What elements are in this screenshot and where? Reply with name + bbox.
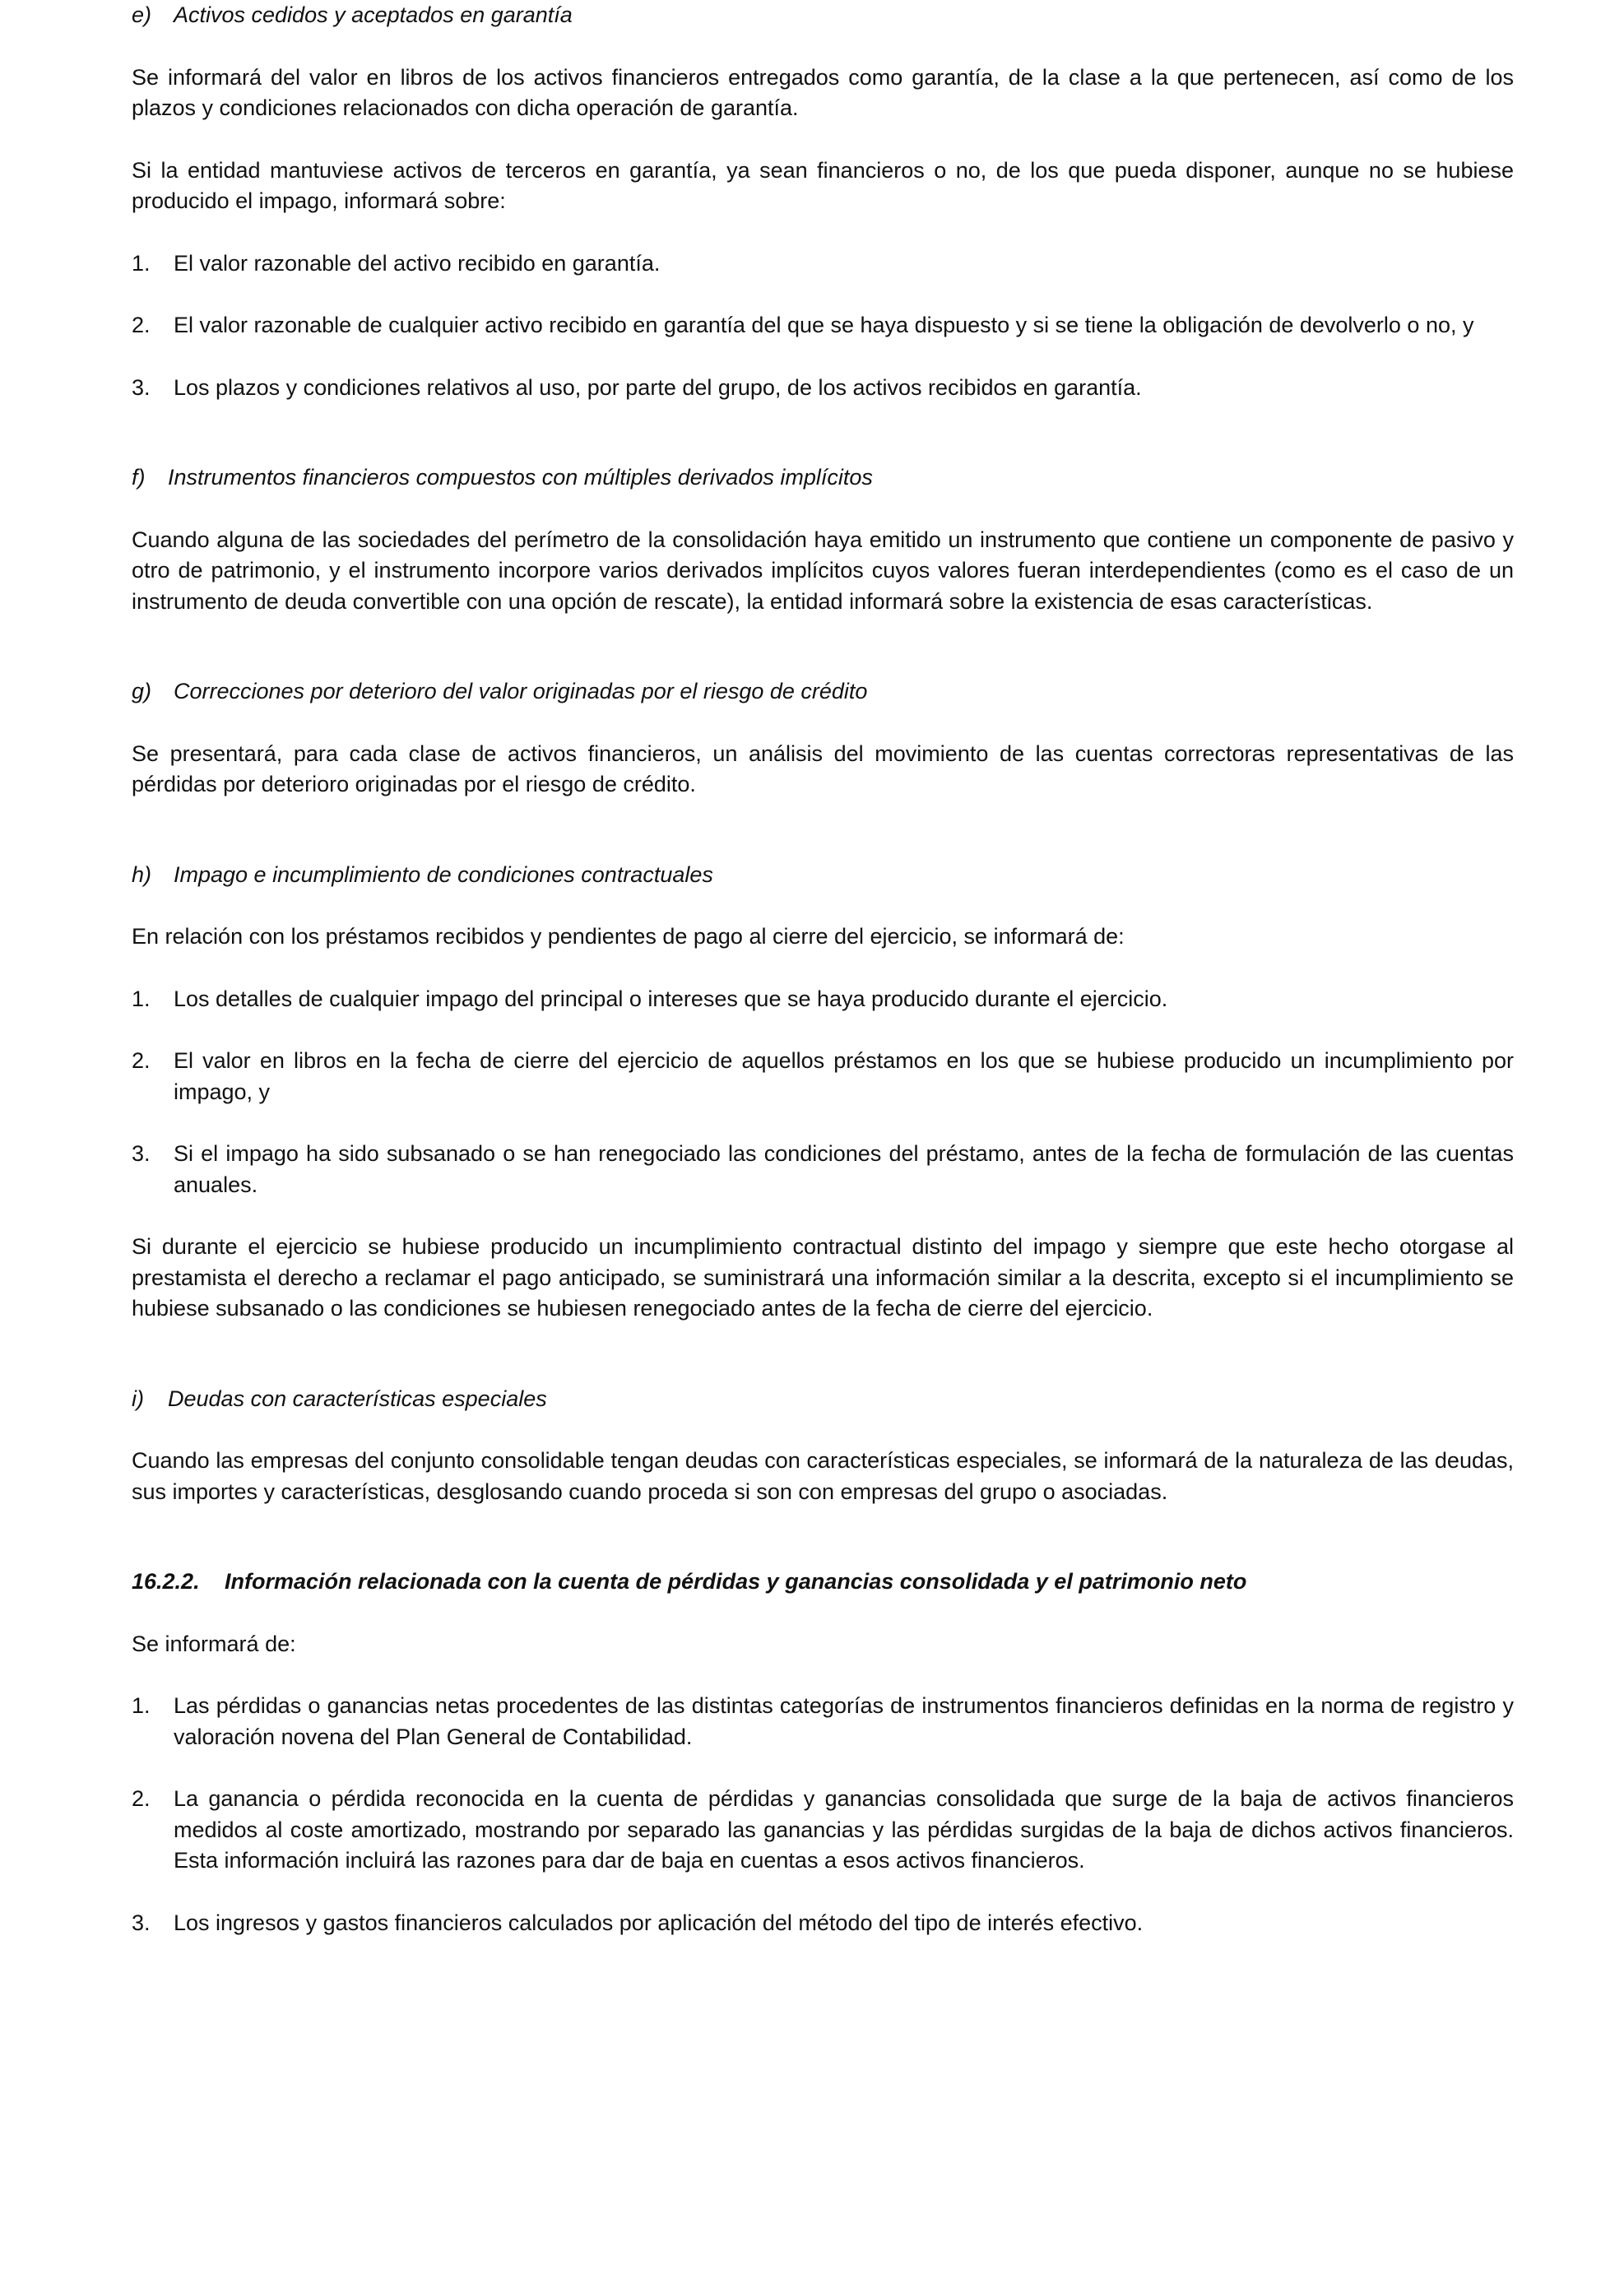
subsection-heading [132, 1567, 1514, 1598]
section-i-title: Deudas con características especiales [168, 1386, 547, 1411]
section-h-paragraph-1: En relación con los préstamos recibidos y pendientes de pago al cierre del ejercicio, se informará de: [132, 924, 1125, 949]
list-item-text: Los ingresos y gastos financieros calculados por aplicación del método del tipo de interés efectivo. [174, 1910, 1144, 1935]
section-e-list-item [132, 248, 1514, 280]
list-item-number: 1. [132, 250, 151, 276]
section-f-title: Instrumentos financieros compuestos con múltiples derivados implícitos [168, 465, 873, 490]
section-g-paragraph-1: Se presentará, para cada clase de activos financieros, un análisis del movimiento de las cuentas correctoras representativas de las pérdidas por deterioro originadas por el riesgo de crédito. [132, 740, 1514, 796]
list-item-number: 3. [132, 1910, 151, 1935]
document-page [132, 0, 1514, 1938]
section-e-paragraph-1: Se informará del valor en libros de los activos financieros entregados como garantía, de la clase a la que pertenecen, así como de los plazos y condiciones relacionados con dicha operación de garantía. [132, 64, 1514, 120]
list-item-text: La ganancia o pérdida reconocida en la cuenta de pérdidas y ganancias consolidada que surge de la baja de activos financieros medidos al coste amortizado, mostrando por separado las ganancias y las pérdidas surgidas de la baja de dichos activos financieros. Esta información incluirá las razones para dar de baja en cuentas a esos activos financieros. [174, 1786, 1514, 1873]
list-item-text: Las pérdidas o ganancias netas procedentes de las distintas categorías de instrumentos financieros definidas en la norma de registro y valoración novena del Plan General de Contabilidad. [174, 1693, 1514, 1749]
section-h-heading [132, 860, 1514, 891]
section-h-list-item [132, 984, 1514, 1015]
list-item-number: 3. [132, 374, 151, 400]
section-h-paragraph-2: Si durante el ejercicio se hubiese producido un incumplimiento contractual distinto del impago y siempre que este hecho otorgase al prestamista el derecho a reclamar el pago anticipado, se suministrará una información similar a la descrita, excepto si el incumplimiento se hubiese subsanado o las condiciones se hubiesen renegociado antes de la fecha de cierre del ejercicio. [132, 1234, 1514, 1321]
list-item-text: El valor razonable del activo recibido en garantía. [174, 250, 661, 276]
list-item-text: Los detalles de cualquier impago del principal o intereses que se haya producido durante el ejercicio. [174, 986, 1168, 1011]
section-i-heading [132, 1384, 1514, 1415]
list-item-number: 2. [132, 313, 151, 337]
section-f-paragraph-1: Cuando alguna de las sociedades del perímetro de la consolidación haya emitido un instrumento que contiene un componente de pasivo y otro de patrimonio, y el instrumento incorpore varios derivados implícitos cuyos valores fueran interdependientes (como es el caso de un instrumento de deuda convertible con una opción de rescate), la entidad informará sobre la existencia de esas características. [132, 527, 1514, 614]
section-e-title: Activos cedidos y aceptados en garantía [174, 2, 573, 27]
subsection-list-item [132, 1691, 1514, 1752]
list-item-text: El valor en libros en la fecha de cierre del ejercicio de aquellos préstamos en los que se hubiese producido un incumplimiento por impago, y [174, 1048, 1514, 1104]
section-e-list-item [132, 310, 1514, 341]
list-item-number: 3. [132, 1141, 151, 1166]
section-g-title: Correcciones por deterioro del valor originadas por el riesgo de crédito [174, 679, 868, 703]
section-f-letter: f) [132, 465, 146, 490]
subsection-list-item [132, 1784, 1514, 1877]
section-h-list-item [132, 1139, 1514, 1200]
list-item-text: El valor razonable de cualquier activo recibido en garantía del que se haya dispuesto y si se tiene la obligación de devolverlo o no, y [174, 313, 1474, 337]
list-item-text: Si el impago ha sido subsanado o se han renegociado las condiciones del préstamo, antes de la fecha de formulación de las cuentas anuales. [174, 1141, 1514, 1197]
section-h-title: Impago e incumplimiento de condiciones contractuales [174, 861, 713, 887]
section-h-letter: h) [132, 861, 152, 887]
section-e-paragraph-2: Si la entidad mantuviese activos de terceros en garantía, ya sean financieros o no, de los que pueda disponer, aunque no se hubiese producido el impago, informará sobre: [132, 157, 1514, 213]
section-e-letter: e) [132, 2, 152, 27]
section-g-letter: g) [132, 679, 152, 703]
subsection-number: 16.2.2. [132, 1569, 200, 1594]
section-e-heading [132, 0, 1514, 31]
section-e-list-item [132, 373, 1514, 404]
list-item-text: Los plazos y condiciones relativos al uso, por parte del grupo, de los activos recibidos en garantía. [174, 374, 1142, 400]
list-item-number: 1. [132, 1693, 151, 1718]
section-i-paragraph-1: Cuando las empresas del conjunto consolidable tengan deudas con características especiales, se informará de la naturaleza de las deudas, sus importes y características, desglosando cuando proceda si son con empresas del grupo o asociadas. [132, 1448, 1514, 1504]
section-h-list-item [132, 1046, 1514, 1107]
subsection-intro: Se informará de: [132, 1631, 296, 1656]
list-item-number: 1. [132, 986, 151, 1011]
list-item-number: 2. [132, 1048, 151, 1073]
section-i-letter: i) [132, 1386, 144, 1411]
subsection-title: Información relacionada con la cuenta de pérdidas y ganancias consolidada y el patrimonio neto [225, 1569, 1247, 1594]
list-item-number: 2. [132, 1786, 151, 1811]
section-f-heading [132, 462, 1514, 494]
section-g-heading [132, 676, 1514, 708]
subsection-list-item [132, 1908, 1514, 1939]
